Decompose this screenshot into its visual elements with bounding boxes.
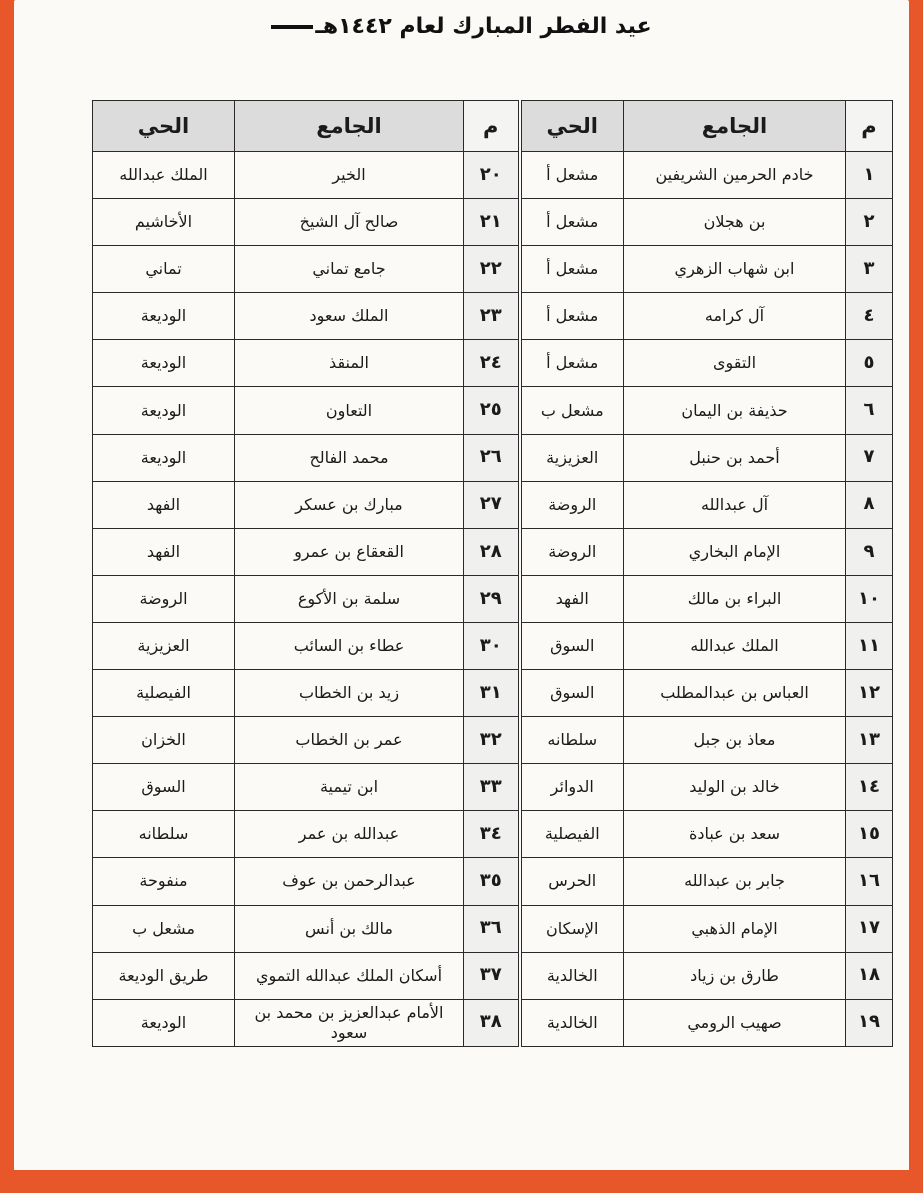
row-number-cell: ١٥ [846,811,893,858]
table-row [93,575,893,622]
row-number-cell: ٣٥ [464,858,520,905]
mosque-name-cell: مبارك بن عسكر [235,481,464,528]
row-number-cell: ٣ [846,246,893,293]
district-cell: مشعل ب [520,387,624,434]
mosque-name-cell: أحمد بن حنبل [624,434,846,481]
mosque-name-cell: التقوى [624,340,846,387]
table-row [93,670,893,717]
mosque-name-cell: سلمة بن الأكوع [235,575,464,622]
header-num-right: م [846,101,893,152]
district-cell: سلطانه [520,717,624,764]
row-number-cell: ٢٢ [464,246,520,293]
district-cell: الوديعة [93,434,235,481]
mosque-name-cell: الملك سعود [235,293,464,340]
row-number-cell: ١٠ [846,575,893,622]
district-cell: الفهد [520,575,624,622]
mosque-name-cell: الإمام الذهبي [624,905,846,952]
mosque-name-cell: القعقاع بن عمرو [235,528,464,575]
row-number-cell: ٢٥ [464,387,520,434]
district-cell: مشعل أ [520,340,624,387]
table-row [93,905,893,952]
mosque-name-cell: خادم الحرمين الشريفين [624,152,846,199]
row-number-cell: ٣٠ [464,622,520,669]
row-number-cell: ١١ [846,622,893,669]
header-mosque-right: الجامع [624,101,846,152]
district-cell: الخالدية [520,952,624,999]
page-title-text: عيد الفطر المبارك لعام ١٤٤٢هـ [315,14,652,39]
district-cell: الإسكان [520,905,624,952]
header-district-right: الحي [520,101,624,152]
table-row [93,764,893,811]
row-number-cell: ١٣ [846,717,893,764]
mosque-name-cell: العباس بن عبدالمطلب [624,670,846,717]
district-cell: السوق [520,670,624,717]
row-number-cell: ٢ [846,199,893,246]
mosque-name-cell: سعد بن عبادة [624,811,846,858]
district-cell: طريق الوديعة [93,952,235,999]
row-number-cell: ٢١ [464,199,520,246]
table-row [93,858,893,905]
district-cell: منفوحة [93,858,235,905]
table-row [93,434,893,481]
district-cell: الفيصلية [93,670,235,717]
mosque-name-cell: جابر بن عبدالله [624,858,846,905]
row-number-cell: ٢٠ [464,152,520,199]
mosque-name-cell: حذيفة بن اليمان [624,387,846,434]
row-number-cell: ٣٤ [464,811,520,858]
mosque-name-cell: عبدالله بن عمر [235,811,464,858]
row-number-cell: ٤ [846,293,893,340]
mosque-name-cell: ابن شهاب الزهري [624,246,846,293]
row-number-cell: ١ [846,152,893,199]
row-number-cell: ٢٣ [464,293,520,340]
table-row [93,293,893,340]
row-number-cell: ٢٨ [464,528,520,575]
row-number-cell: ٢٦ [464,434,520,481]
district-cell: تماني [93,246,235,293]
mosque-name-cell: طارق بن زياد [624,952,846,999]
table-row [93,999,893,1046]
row-number-cell: ٣٧ [464,952,520,999]
table-row [93,952,893,999]
mosque-name-cell: جامع تماني [235,246,464,293]
mosque-name-cell: معاذ بن جبل [624,717,846,764]
district-cell: العزيزية [93,622,235,669]
row-number-cell: ١٢ [846,670,893,717]
table-row [93,811,893,858]
header-mosque-left: الجامع [235,101,464,152]
district-cell: مشعل أ [520,246,624,293]
mosque-name-cell: التعاون [235,387,464,434]
district-cell: السوق [93,764,235,811]
mosque-name-cell: الإمام البخاري [624,528,846,575]
district-cell: مشعل أ [520,293,624,340]
mosque-name-cell: الخير [235,152,464,199]
mosque-name-cell: عطاء بن السائب [235,622,464,669]
district-cell: الفيصلية [520,811,624,858]
row-number-cell: ٣٣ [464,764,520,811]
mosque-name-cell: صالح آل الشيخ [235,199,464,246]
table-row [93,152,893,199]
district-cell: الروضة [93,575,235,622]
mosque-name-cell: المنقذ [235,340,464,387]
row-number-cell: ٣٨ [464,999,520,1046]
district-cell: الروضة [520,528,624,575]
district-cell: الوديعة [93,999,235,1046]
table-row [93,387,893,434]
title-dash-decoration [271,25,313,29]
mosque-name-cell: صهيب الرومي [624,999,846,1046]
table-body [93,152,893,1047]
mosque-name-cell: آل كرامه [624,293,846,340]
mosque-name-cell: بن هجلان [624,199,846,246]
mosque-name-cell: خالد بن الوليد [624,764,846,811]
row-number-cell: ١٤ [846,764,893,811]
row-number-cell: ٣٦ [464,905,520,952]
mosque-name-cell: أسكان الملك عبدالله التموي [235,952,464,999]
mosque-name-cell: عبدالرحمن بن عوف [235,858,464,905]
row-number-cell: ٣٢ [464,717,520,764]
table-row [93,528,893,575]
district-cell: الحرس [520,858,624,905]
row-number-cell: ٩ [846,528,893,575]
mosque-name-cell: ابن تيمية [235,764,464,811]
table-row [93,481,893,528]
table-row [93,622,893,669]
mosque-name-cell: البراء بن مالك [624,575,846,622]
district-cell: الدوائر [520,764,624,811]
table-header-row [93,101,893,152]
row-number-cell: ٢٤ [464,340,520,387]
district-cell: الفهد [93,481,235,528]
row-number-cell: ١٦ [846,858,893,905]
district-cell: الخزان [93,717,235,764]
district-cell: مشعل ب [93,905,235,952]
district-cell: مشعل أ [520,152,624,199]
header-num-left: م [464,101,520,152]
mosque-name-cell: عمر بن الخطاب [235,717,464,764]
district-cell: الأخاشيم [93,199,235,246]
table-row [93,199,893,246]
district-cell: السوق [520,622,624,669]
district-cell: الروضة [520,481,624,528]
table-row [93,340,893,387]
district-cell: الوديعة [93,387,235,434]
district-cell: العزيزية [520,434,624,481]
district-cell: سلطانه [93,811,235,858]
district-cell: مشعل أ [520,199,624,246]
mosques-table-container [92,100,892,1047]
row-number-cell: ٥ [846,340,893,387]
mosque-name-cell: الملك عبدالله [624,622,846,669]
page-title [0,14,923,39]
row-number-cell: ٧ [846,434,893,481]
row-number-cell: ٦ [846,387,893,434]
row-number-cell: ١٧ [846,905,893,952]
district-cell: الوديعة [93,340,235,387]
mosque-name-cell: مالك بن أنس [235,905,464,952]
row-number-cell: ٣١ [464,670,520,717]
mosque-name-cell: زيد بن الخطاب [235,670,464,717]
mosques-table [92,100,893,1047]
row-number-cell: ٢٩ [464,575,520,622]
mosque-name-cell: الأمام عبدالعزيز بن محمد بن سعود [235,999,464,1046]
table-row [93,246,893,293]
row-number-cell: ٢٧ [464,481,520,528]
row-number-cell: ١٨ [846,952,893,999]
district-cell: الخالدية [520,999,624,1046]
mosque-name-cell: آل عبدالله [624,481,846,528]
table-row [93,717,893,764]
header-district-left: الحي [93,101,235,152]
mosque-name-cell: محمد الفالح [235,434,464,481]
district-cell: الملك عبدالله [93,152,235,199]
row-number-cell: ٨ [846,481,893,528]
district-cell: الوديعة [93,293,235,340]
row-number-cell: ١٩ [846,999,893,1046]
district-cell: الفهد [93,528,235,575]
